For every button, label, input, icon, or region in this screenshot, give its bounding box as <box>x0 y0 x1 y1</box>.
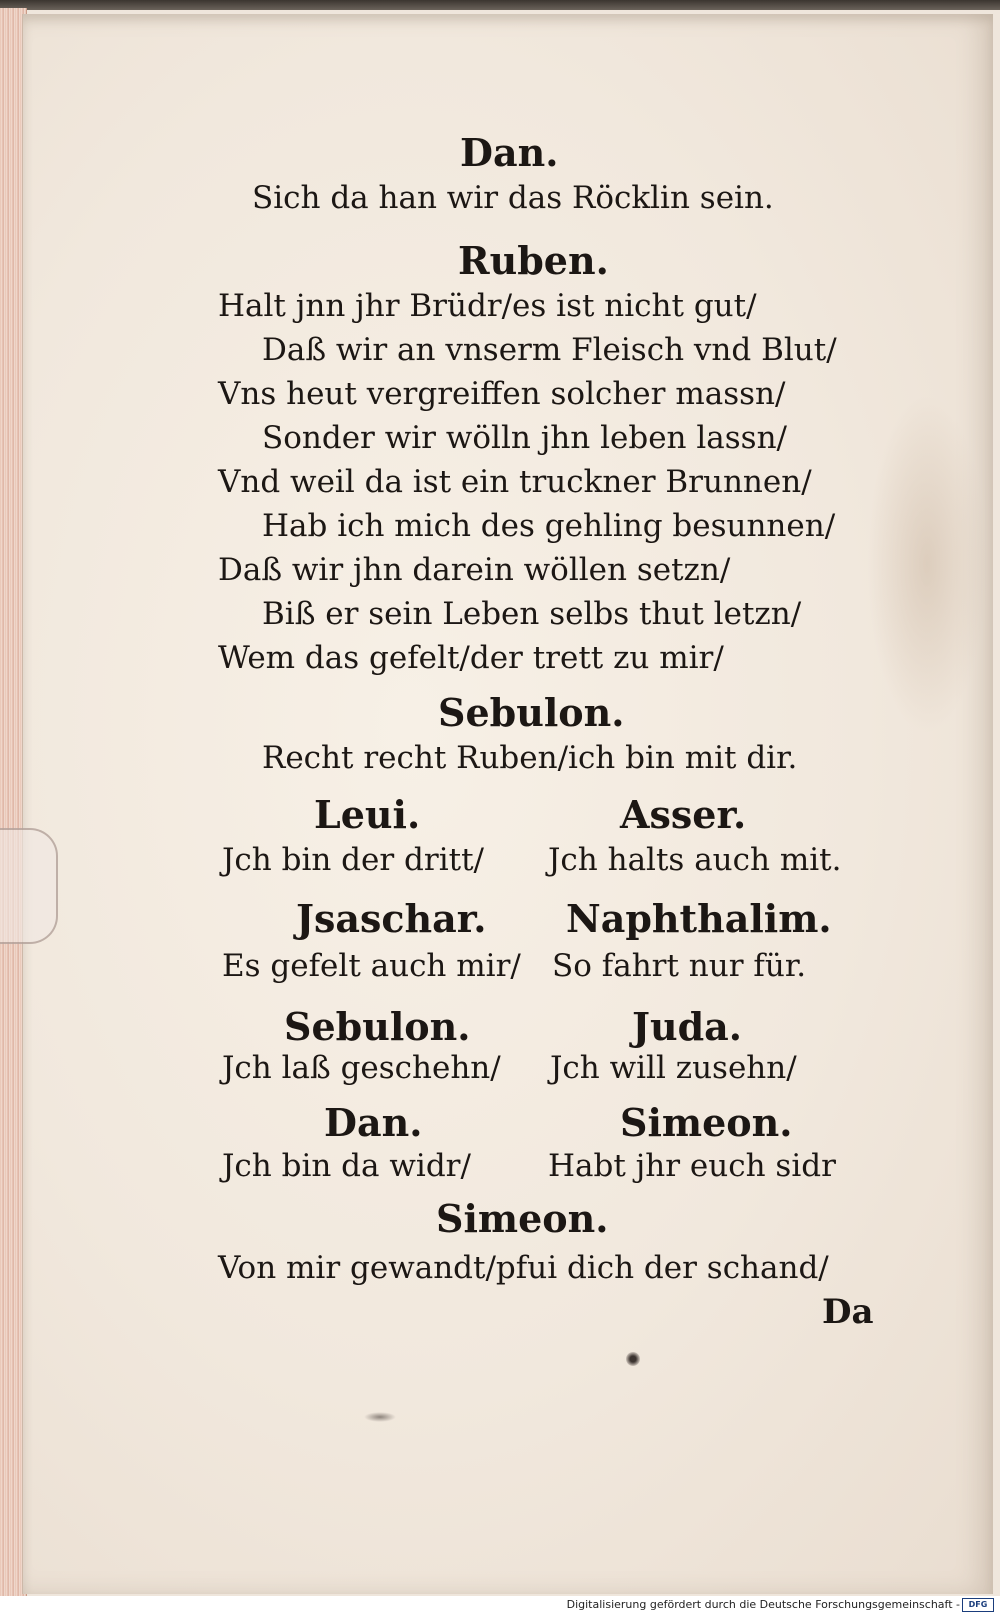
verse-line: Biß er sein Leben selbs thut letzn/ <box>262 596 802 632</box>
speaker-name: Ruben. <box>458 238 609 283</box>
scan-top-edge <box>0 0 1000 10</box>
verse-line: Halt jnn jhr Brüdr/es ist nicht gut/ <box>218 288 757 324</box>
verse-line: Sich da han wir das Röcklin sein. <box>252 180 774 216</box>
verse-line: Sonder wir wölln jhn leben lassn/ <box>262 420 787 456</box>
verse-line-left: Jch laß geschehn/ <box>222 1050 501 1086</box>
speaker-name-left: Dan. <box>324 1100 423 1145</box>
verse-line: Daß wir jhn darein wöllen setzn/ <box>218 552 731 588</box>
verse-line: Wem das gefelt/der trett zu mir/ <box>218 640 724 676</box>
verse-line: Von mir gewandt/pfui dich der schand/ <box>218 1250 829 1286</box>
ink-smudge <box>364 1412 396 1422</box>
verse-line-right: Jch halts auch mit. <box>548 842 842 878</box>
speaker-name: Dan. <box>460 130 559 175</box>
verse-line-right: So fahrt nur für. <box>552 948 807 984</box>
verse-line: Recht recht Ruben/ich bin mit dir. <box>262 740 798 776</box>
speaker-name-right: Naphthalim. <box>566 896 832 941</box>
speaker-name-right: Asser. <box>620 792 747 837</box>
verse-line: Vns heut vergreiffen solcher massn/ <box>218 376 786 412</box>
page-clip <box>0 828 58 944</box>
verse-line: Vnd weil da ist ein truckner Brunnen/ <box>218 464 812 500</box>
verse-line-left: Jch bin der dritt/ <box>222 842 484 878</box>
verse-line-right: Habt jhr euch sidr <box>548 1148 836 1184</box>
catchword: Da <box>822 1292 874 1332</box>
show-through-stain <box>867 394 987 734</box>
verse-line-right: Jch will zusehn/ <box>550 1050 797 1086</box>
speaker-name-left: Sebulon. <box>284 1004 471 1049</box>
verse-line-left: Es gefelt auch mir/ <box>222 948 521 984</box>
speaker-name-left: Leui. <box>314 792 421 837</box>
speaker-name-right: Simeon. <box>620 1100 793 1145</box>
speaker-name: Simeon. <box>436 1196 609 1241</box>
dfg-logo: DFG <box>962 1598 994 1612</box>
footer-credit: Digitalisierung gefördert durch die Deutsche Forschungsgemeinschaft - <box>566 1598 960 1611</box>
ink-spot <box>626 1352 640 1366</box>
verse-line-left: Jch bin da widr/ <box>222 1148 471 1184</box>
speaker-name-right: Juda. <box>632 1004 743 1049</box>
speaker-name-left: Jsaschar. <box>296 896 487 941</box>
verse-line: Hab ich mich des gehling besunnen/ <box>262 508 836 544</box>
speaker-name: Sebulon. <box>438 690 625 735</box>
verse-line: Daß wir an vnserm Fleisch vnd Blut/ <box>262 332 837 368</box>
